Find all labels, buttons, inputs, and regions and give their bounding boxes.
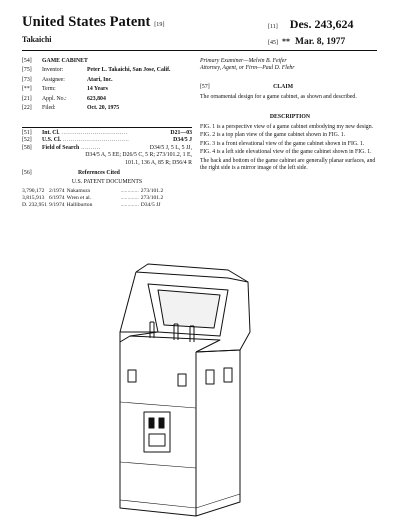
- primary-examiner: Primary Examiner—Melvin B. Feifer: [200, 58, 287, 64]
- classification: [22, 130, 192, 167]
- cabinet-front-panel: [120, 342, 196, 516]
- date-marker: **: [282, 37, 290, 46]
- biblio-row: [22] Filed: Oct. 20, 1975: [22, 105, 120, 112]
- references-heading: [56] References Cited: [22, 170, 120, 176]
- references-cited: [22, 170, 192, 209]
- cabinet-side-panel: [196, 350, 240, 516]
- title-ref: [19]: [154, 22, 165, 28]
- patent-number-line: [268, 17, 353, 32]
- patent-date: Mar. 8, 1977: [295, 37, 346, 47]
- coin-slot-right: [159, 418, 164, 428]
- bibliographic-data: [22, 58, 192, 114]
- table-row: D. 232,951 9/1974 Halliburton ............. D34/5 JJ: [22, 201, 161, 208]
- patent-date-line: [268, 37, 345, 47]
- description-body: [200, 124, 380, 172]
- field-of-search-line: 101.1, 136 A, 85 R; D56/4 R: [125, 159, 192, 166]
- table-row: 3,790,172 2/1974 Nakamura ............. 273/101.2: [22, 187, 164, 194]
- table-row: 3,815,913 6/1974 Wren et al. ............. 273/101.2: [22, 194, 164, 201]
- arcade-cabinet-drawing: [108, 262, 258, 524]
- references-table: [22, 188, 165, 209]
- description-paragraph: FIG. 1 is a perspective view of a game cabinet embodying my new design.: [200, 124, 374, 130]
- us-patent-documents-heading: U.S. PATENT DOCUMENTS: [71, 179, 143, 186]
- speaker-grill-right: [224, 368, 232, 382]
- us-class-row: [52] U.S. Cl. .................................. D34/5 J: [22, 137, 192, 144]
- claim-heading: CLAIM: [273, 84, 294, 90]
- int-class-row: [51] Int. Cl. .................................. D21—03: [22, 130, 192, 136]
- patent-date-ref: [45]: [268, 40, 278, 46]
- biblio-row: [75] Inventor: Peter L. Takaichi, San Jose, Calif.: [22, 67, 171, 74]
- examiner-block: [200, 58, 380, 73]
- header-rule: [22, 50, 377, 51]
- biblio-row: [54] GAME CABINET: [22, 58, 88, 64]
- joystick-left: [150, 322, 154, 338]
- biblio-row: [**] Term: 14 Years: [22, 86, 108, 93]
- description-paragraph: FIG. 4 is a left side elevational view of the game cabinet shown in FIG. 1.: [200, 149, 372, 156]
- field-of-search-row: [58] Field of Search .......... D34/5 J, 5 L, 5 JJ,: [22, 144, 192, 151]
- inventor-short-name: Takaichi: [22, 35, 52, 44]
- marquee-edge: [136, 272, 248, 282]
- description-heading: DESCRIPTION: [269, 114, 311, 120]
- claim-ref: [57]: [200, 84, 210, 90]
- coin-slot-left: [149, 418, 154, 428]
- biblio-row: [21] Appl. No.: 623,804: [22, 95, 106, 102]
- control-shelf: [120, 336, 220, 352]
- description-paragraph: The back and bottom of the game cabinet are generally planar surfaces, and the right side is a mirror image of the left side.: [200, 157, 376, 172]
- patent-office-title: United States Patent [19]: [22, 14, 165, 30]
- claim-heading-row: [200, 84, 380, 91]
- biblio-divider: [22, 127, 192, 128]
- screen: [158, 290, 220, 328]
- attorney: Attorney, Agent, or Firm—Paul D. Flehr: [200, 65, 295, 72]
- claim-text: The ornamental design for a game cabinet, as shown and described.: [200, 94, 357, 100]
- biblio-row: [73] Assignee: Atari, Inc.: [22, 76, 113, 83]
- field-of-search-line: D34/5 A, 5 EE; D26/5 C, 5 R; 273/101.2, 1 E,: [85, 152, 192, 159]
- description-paragraph: FIG. 2 is a top plan view of the game cabinet shown in FIG. 1.: [200, 132, 346, 139]
- description-paragraph: FIG. 3 is a front elevational view of the game cabinet shown in FIG. 1.: [200, 140, 365, 147]
- patent-number: Des. 243,624: [289, 17, 354, 31]
- patent-number-ref: [11]: [268, 24, 278, 30]
- coin-return: [149, 434, 165, 446]
- speaker-grill-left: [206, 370, 214, 384]
